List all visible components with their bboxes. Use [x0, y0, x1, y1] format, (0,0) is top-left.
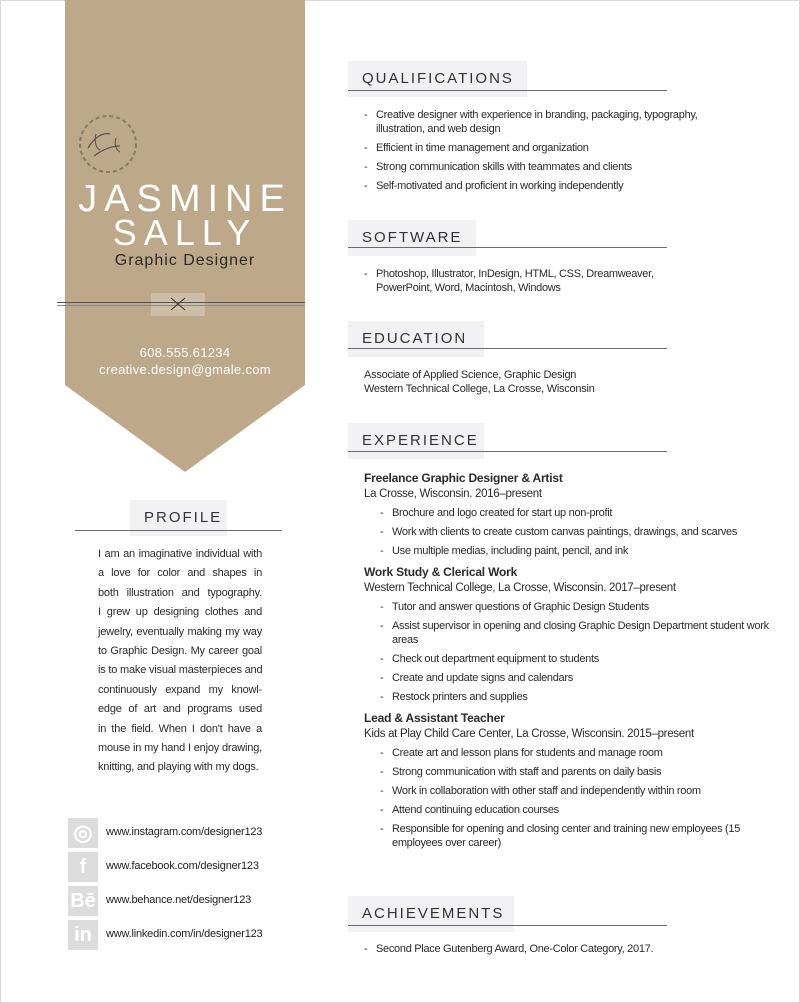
achievements-heading-box — [348, 896, 514, 932]
social-link[interactable]: www.facebook.com/designer123 — [106, 860, 259, 872]
list-item: - Strong communication skills with teammates and clients — [364, 160, 724, 174]
job-title: Lead & Assistant Teacher — [364, 711, 505, 725]
list-item: - Assist supervisor in opening and closing Graphic Design Department student work areas — [380, 619, 785, 647]
list-item: - Attend continuing education courses — [380, 803, 785, 817]
profile-line: edge of art and programs used — [98, 703, 262, 716]
profile-line: both illustration and typography. — [98, 586, 262, 599]
profile-line: mouse in my hand I enjoy drawing, — [98, 742, 262, 755]
experience-rule — [348, 451, 667, 452]
profile-line: is to make visual masterpieces and — [98, 664, 263, 677]
profile-line: knitting, and playing with my dogs. — [98, 761, 259, 774]
first-name: JASMINE — [78, 178, 292, 220]
list-item: - Photoshop, Illustrator, InDesign, HTML, CSS, Dreamweaver, PowerPoint, Word, Macintosh, Windows — [364, 267, 674, 295]
list-item: - Creative designer with experience in branding, packaging, typography, illustration, and web design — [364, 108, 724, 136]
qualifications-heading: QUALIFICATIONS — [362, 70, 514, 87]
social-link[interactable]: www.linkedin.com/in/designer123 — [106, 928, 263, 940]
education-school: Western Technical College, La Crosse, Wisconsin — [364, 383, 595, 395]
list-item: - Create art and lesson plans for students and manage room — [380, 746, 785, 760]
profile-line: a love for color and shapes in — [98, 567, 262, 580]
experience-heading: EXPERIENCE — [362, 432, 479, 449]
job-title: Work Study & Clerical Work — [364, 565, 518, 579]
profile-heading: PROFILE — [144, 509, 223, 526]
software-rule — [348, 247, 667, 248]
profile-line: in the field. When I don't have a — [98, 722, 262, 735]
software-list — [364, 267, 674, 300]
job-location: Western Technical College, La Crosse, Wisconsin. 2017–present — [364, 582, 676, 594]
facebook-icon: f — [68, 852, 98, 882]
list-item: - Self-motivated and proficient in working independently — [364, 179, 724, 193]
behance-icon: Bē — [68, 886, 98, 916]
education-rule — [348, 348, 667, 349]
phone: 608.555.61234 — [139, 345, 231, 360]
job-entry — [364, 565, 794, 704]
list-item: - Efficient in time management and organization — [364, 141, 724, 155]
job-location: La Crosse, Wisconsin. 2016–present — [364, 488, 542, 500]
qualifications-heading-box — [348, 61, 527, 97]
education-degree: Associate of Applied Science, Graphic Design — [364, 369, 577, 381]
job-entry — [364, 471, 794, 558]
profile-line: I am an imaginative individual with — [98, 548, 262, 560]
list-item: - Restock printers and supplies — [380, 690, 785, 704]
list-item: - Work in collaboration with other staff and independently within room — [380, 784, 785, 798]
social-link[interactable]: www.instagram.com/designer123 — [106, 826, 263, 838]
list-item: - Work with clients to create custom canvas paintings, drawings, and scarves — [380, 525, 785, 539]
list-item: - Strong communication with staff and parents on daily basis — [380, 765, 785, 779]
linkedin-icon: in — [68, 920, 98, 950]
profile-line: to Graphic Design. My career goal — [98, 645, 262, 658]
software-heading-box — [348, 220, 476, 256]
experience-heading-box — [348, 423, 484, 459]
achievements-heading: ACHIEVEMENTS — [362, 905, 505, 922]
cross-icon — [170, 297, 186, 311]
list-item: - Second Place Gutenberg Award, One-Color Category, 2017. — [364, 942, 764, 956]
list-item: - Brochure and logo created for start up non-profit — [380, 506, 785, 520]
achievements-list — [364, 942, 764, 961]
job-entry — [364, 711, 794, 850]
profile-line: I grew up designing clothes and — [98, 606, 262, 619]
job-duties — [380, 746, 785, 850]
profile-line: jewelry, eventually making my way — [98, 625, 262, 638]
job-title: Graphic Designer — [114, 252, 256, 269]
signature-stamp-icon — [76, 112, 140, 176]
list-item: - Responsible for opening and closing center and training new employees (15 employees over career) — [380, 822, 785, 850]
social-link[interactable]: www.behance.net/designer123 — [106, 894, 252, 906]
instagram-icon: ◎ — [68, 818, 98, 848]
job-duties — [380, 506, 785, 558]
job-duties — [380, 600, 785, 704]
achievements-rule — [348, 925, 667, 926]
profile-line: continuously expand my knowl- — [98, 683, 262, 696]
education-heading-box — [348, 321, 484, 357]
list-item: - Use multiple medias, including paint, pencil, and ink — [380, 544, 785, 558]
list-item: - Tutor and answer questions of Graphic Design Students — [380, 600, 785, 614]
qualifications-rule — [348, 90, 667, 91]
list-item: - Create and update signs and calendars — [380, 671, 785, 685]
job-title: Freelance Graphic Designer & Artist — [364, 471, 563, 485]
job-location: Kids at Play Child Care Center, La Crosse, Wisconsin. 2015–present — [364, 728, 694, 740]
qualifications-list — [364, 108, 724, 198]
software-heading: SOFTWARE — [362, 229, 463, 246]
last-name: SALLY — [112, 212, 258, 253]
profile-rule — [75, 530, 282, 531]
education-heading: EDUCATION — [362, 330, 468, 347]
list-item: - Check out department equipment to students — [380, 652, 785, 666]
email: creative.design@gmale.com — [99, 362, 271, 377]
profile-text — [98, 545, 262, 778]
experience-list — [364, 471, 794, 857]
